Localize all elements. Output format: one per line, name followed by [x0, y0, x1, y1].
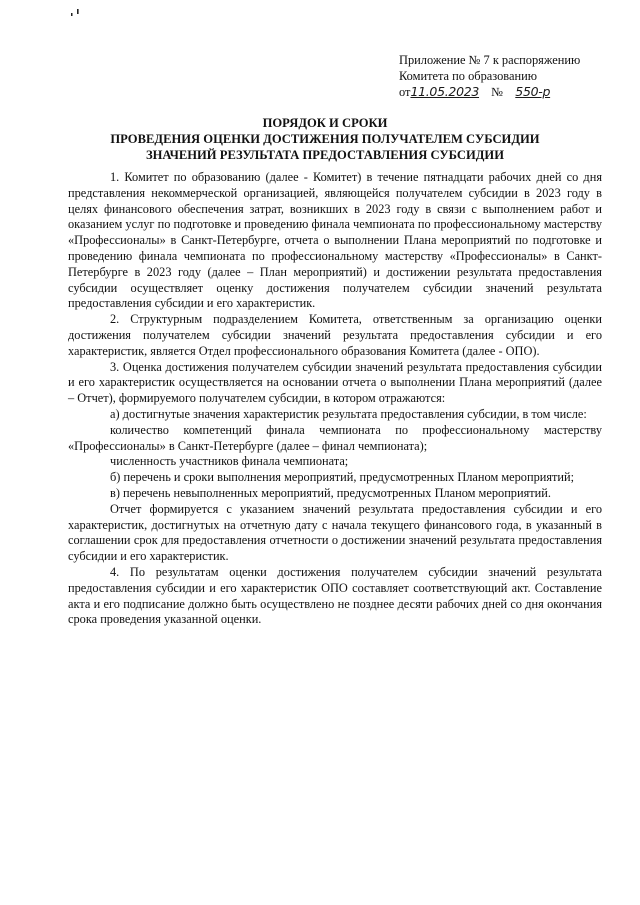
scan-mark — [70, 8, 80, 18]
paragraph-3a: а) достигнутые значения характеристик результата предоставления субсидии, в том числе: — [110, 406, 587, 421]
paragraph-3: 3. Оценка достижения получателем субсидии значений результата предоставления субсидии и его характеристик осуществляется на основании отчета о выполнении Плана мероприятий (далее – Отчет), формируемого получателем субсидии, в котором отражаются: — [68, 359, 602, 406]
from-prefix: от — [399, 85, 411, 99]
number-label: № — [491, 85, 504, 99]
handwritten-number: 550-р — [515, 84, 551, 99]
appendix-line-1: Приложение № 7 к распоряжению — [399, 53, 581, 67]
paragraph-report: Отчет формируется с указанием значений результата предоставления субсидии и его характеристик, достигнутых на отчетную дату с начала текущего финансового года, в указанный в соглашении срок для предоставления отчетности о достижении значений результата предоставления субсидии и его характеристик. — [68, 501, 602, 564]
title-line-2: ПРОВЕДЕНИЯ ОЦЕНКИ ДОСТИЖЕНИЯ ПОЛУЧАТЕЛЕМ СУБСИДИИ — [110, 131, 540, 146]
paragraph-3a-item-1: количество компетенций финала чемпионата по профессиональному мастерству «Профессионалы» в Санкт-Петербурге (далее – финал чемпионата); — [68, 422, 602, 453]
appendix-line-2: Комитета по образованию — [399, 68, 537, 83]
paragraph-3b: б) перечень и сроки выполнения мероприятий, предусмотренных Планом мероприятий; — [110, 470, 575, 485]
document-title — [60, 116, 590, 163]
paragraph-1: 1. Комитет по образованию (далее - Комитет) в течение пятнадцати рабочих дней со дня представления некоммерческой организацией, являющейся получателем субсидии в 2023 году в целях финансового обеспечения затрат, возникших в 2023 году в связи с выполнением работ и оказанием услуг по подготовке и проведению финала чемпионата по профессиональному мастерству «Профессионалы» в Санкт-Петербурге, отчета о выполнении Плана мероприятий по подготовке и проведению финала чемпионата по профессиональному мастерству «Профессионалы» в Санкт-Петербурге в 2023 году (далее – План мероприятий) и достижении результата предоставления субсидии осуществляет оценку достижения получателем субсидии значений результата предоставления субсидии и его характеристик. — [68, 170, 602, 311]
title-line-3: ЗНАЧЕНИЙ РЕЗУЛЬТАТА ПРЕДОСТАВЛЕНИЯ СУБСИДИИ — [145, 147, 505, 162]
handwritten-date: 11.05.2023 — [410, 84, 480, 99]
paragraph-2: 2. Структурным подразделением Комитета, ответственным за организацию оценки достижения получателем субсидии значений результата предоставления субсидии и его характеристик, является Отдел профессионального образования Комитета (далее - ОПО). — [68, 312, 602, 358]
title-line-1: ПОРЯДОК И СРОКИ — [262, 116, 388, 130]
paragraph-3a-item-2: численность участников финала чемпионата; — [110, 454, 349, 469]
paragraph-3c: в) перечень невыполненных мероприятий, предусмотренных Планом мероприятий. — [110, 485, 551, 500]
paragraph-4: 4. По результатам оценки достижения получателем субсидии значений результата предоставления субсидии и его характеристик ОПО составляет соответствующий акт. Составление акта и его подписание должно быть осуществлено не позднее десяти рабочих дней со дня окончания срока проведения указанной оценки. — [68, 564, 602, 627]
document-body — [68, 170, 602, 628]
appendix-line-3 — [399, 84, 609, 101]
appendix-block — [399, 53, 609, 101]
